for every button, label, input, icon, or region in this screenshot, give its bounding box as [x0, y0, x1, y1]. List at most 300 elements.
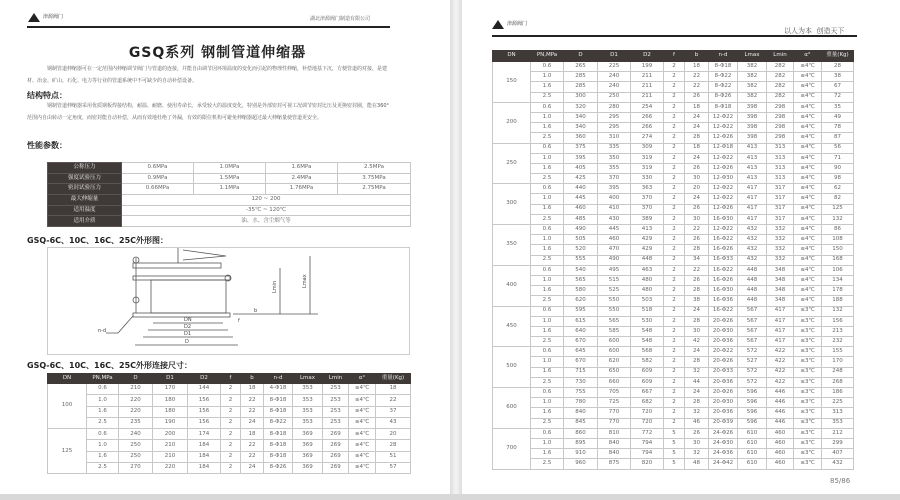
spec-label: 适用温度 [48, 205, 122, 216]
table-cell: 2 [664, 306, 685, 316]
table-cell: 2 [664, 388, 685, 398]
column-header: D [564, 51, 598, 62]
table-cell: 960 [564, 459, 598, 469]
table-cell: 67 [822, 82, 854, 92]
table-cell: 184 [188, 440, 221, 451]
column-header: PN,MPa [87, 374, 119, 384]
table-cell: 20-Φ26 [709, 357, 738, 367]
table-cell: 382 [738, 92, 767, 102]
table-cell: 460 [767, 459, 794, 469]
table-cell: 582 [631, 357, 664, 367]
table-cell: 225 [598, 62, 631, 72]
table-cell: 106 [822, 265, 854, 275]
table-row [493, 204, 854, 214]
table-cell: 369 [293, 451, 323, 462]
table-cell: 22 [685, 265, 709, 275]
table-cell: 250 [598, 92, 631, 102]
table-cell: 413 [631, 225, 664, 235]
spec-value: 120 ~ 200 [122, 195, 411, 206]
table-cell: 548 [631, 337, 664, 347]
table-cell: 2.5 [531, 418, 564, 428]
table-cell: 18 [685, 143, 709, 153]
table-cell: 2 [664, 62, 685, 72]
table-cell: 86 [822, 225, 854, 235]
table-cell: 285 [564, 82, 598, 92]
column-header: PN,MPa [531, 51, 564, 62]
table-cell: 22 [685, 225, 709, 235]
table-cell: 269 [323, 463, 349, 474]
table-cell: 840 [564, 408, 598, 418]
table-cell: 30 [685, 438, 709, 448]
table-cell: 2 [221, 395, 241, 406]
table-cell: 298 [767, 123, 794, 133]
table-row [48, 395, 411, 406]
table-cell: ≤4℃ [794, 163, 822, 173]
table-cell: 620 [598, 357, 631, 367]
table-cell: 24 [685, 112, 709, 122]
table-cell: 445 [598, 225, 631, 235]
table-cell: 445 [564, 194, 598, 204]
table-cell: 495 [598, 265, 631, 275]
table-cell: 2 [664, 214, 685, 224]
table-cell: 2 [664, 235, 685, 245]
table-cell: 382 [738, 72, 767, 82]
table-cell: 266 [631, 123, 664, 133]
table-cell: 22 [376, 395, 411, 406]
table-cell: 12-Φ22 [709, 123, 738, 133]
table-cell: ≤4℃ [349, 440, 376, 451]
left-page [0, 0, 450, 494]
table-cell: 432 [738, 245, 767, 255]
table-row [493, 306, 854, 316]
table-cell: ≤3℃ [794, 326, 822, 336]
table-cell: 448 [738, 275, 767, 285]
table-row [48, 440, 411, 451]
table-row [48, 429, 411, 440]
table-cell: 28 [685, 357, 709, 367]
table-cell: 274 [631, 133, 664, 143]
outline-drawing [47, 247, 410, 355]
table-cell: 2 [664, 408, 685, 418]
table-cell: ≤4℃ [349, 417, 376, 428]
table-cell: ≤4℃ [794, 123, 822, 133]
table-cell: 22 [241, 440, 264, 451]
table-cell: 178 [822, 286, 854, 296]
table-cell: 0.6 [87, 429, 119, 440]
table-cell: 32 [685, 367, 709, 377]
table-row [493, 316, 854, 326]
table-cell: 640 [564, 326, 598, 336]
table-cell: 125 [822, 204, 854, 214]
table-cell: ≤4℃ [794, 245, 822, 255]
table-cell: 398 [738, 112, 767, 122]
logo-text: 津源阀门 [507, 21, 528, 27]
table-cell: 46 [685, 418, 709, 428]
dims-heading: GSQ-6C、10C、16C、25C外形连接尺寸： [27, 361, 193, 370]
spec-value: -35℃ ~ 120℃ [122, 205, 411, 216]
table-cell: 8-Φ26 [264, 463, 293, 474]
page-title: GSQ系列 钢制管道伸缩器 [128, 45, 307, 61]
table-cell: 1.6 [531, 123, 564, 133]
table-cell: 220 [153, 463, 188, 474]
table-cell: 422 [767, 347, 794, 357]
table-cell: 610 [738, 438, 767, 448]
table-cell: 353 [293, 395, 323, 406]
table-cell: 150 [822, 245, 854, 255]
table-cell: 348 [767, 286, 794, 296]
table-cell: 1.6 [531, 408, 564, 418]
table-row [493, 438, 854, 448]
table-cell: 71 [822, 153, 854, 163]
table-cell: 417 [738, 194, 767, 204]
table-cell: 24 [685, 123, 709, 133]
table-row [493, 133, 854, 143]
table-cell: 20-Φ36 [709, 337, 738, 347]
table-cell: 300 [564, 92, 598, 102]
table-cell: 250 [119, 451, 153, 462]
table-cell: 211 [631, 92, 664, 102]
table-cell: 280 [598, 102, 631, 112]
table-cell: 16-Φ30 [709, 214, 738, 224]
table-cell: 26 [685, 235, 709, 245]
table-row [48, 451, 411, 462]
table-row [493, 184, 854, 194]
table-cell: 37 [376, 406, 411, 417]
table-cell: 170 [153, 384, 188, 395]
table-cell: 210 [153, 440, 188, 451]
table-cell: 430 [598, 214, 631, 224]
column-header: α° [349, 374, 376, 384]
table-cell: 2 [664, 123, 685, 133]
spec-row [48, 184, 411, 195]
table-cell: 0.6 [531, 428, 564, 438]
table-cell: 446 [767, 398, 794, 408]
table-cell: 26 [685, 92, 709, 102]
table-row [493, 123, 854, 133]
spec-value: 1.0MPa [194, 163, 266, 174]
table-cell: 860 [564, 428, 598, 438]
table-cell: 505 [564, 235, 598, 245]
intro-paragraph: 钢制管道伸缩器可在一定范围内伸缩调节阀门与管道的连接，并能自由调节因环境温度的变化而引起的物理性伸缩，补偿地基下沉，方便管道的对接，是建材、冶金、矿山、石化、电力等行业的管道系统中不可缺少的自动补偿设备。 [27, 66, 388, 84]
table-cell: 0.6 [87, 384, 119, 395]
table-row [493, 388, 854, 398]
table-row [493, 275, 854, 285]
table-cell: 253 [323, 406, 349, 417]
column-header: D [119, 374, 153, 384]
spec-row [48, 205, 411, 216]
table-cell: 16-Φ22 [709, 306, 738, 316]
table-cell: 432 [738, 225, 767, 235]
table-cell: 429 [631, 235, 664, 245]
table-cell: ≤4℃ [794, 235, 822, 245]
table-cell: 360 [564, 133, 598, 143]
table-cell: 600 [598, 337, 631, 347]
table-row [493, 112, 854, 122]
dn-cell: 150 [493, 62, 531, 103]
table-cell: 720 [631, 418, 664, 428]
table-row [48, 463, 411, 474]
spec-row [48, 216, 411, 227]
table-cell: 210 [153, 451, 188, 462]
table-cell: 16-Φ22 [709, 265, 738, 275]
table-cell: 370 [631, 194, 664, 204]
table-row [493, 153, 854, 163]
table-cell: 108 [822, 235, 854, 245]
table-row [493, 255, 854, 265]
table-cell: 353 [293, 384, 323, 395]
header-row [48, 374, 411, 384]
dn-cell: 300 [493, 184, 531, 225]
table-cell: 2 [664, 357, 685, 367]
table-cell: 1.6 [531, 326, 564, 336]
table-cell: 422 [767, 367, 794, 377]
spec-value: 3.75MPa [338, 173, 411, 184]
table-cell: 490 [598, 255, 631, 265]
table-cell: 610 [738, 459, 767, 469]
table-cell: 1.6 [531, 245, 564, 255]
table-cell: ≤4℃ [794, 133, 822, 143]
table-cell: 156 [188, 417, 221, 428]
table-cell: 515 [598, 275, 631, 285]
table-row [493, 428, 854, 438]
table-cell: 1.6 [531, 286, 564, 296]
table-cell: 600 [598, 347, 631, 357]
table-cell: 310 [598, 133, 631, 143]
table-cell: 132 [822, 214, 854, 224]
table-cell: 26 [685, 275, 709, 285]
table-cell: 2 [664, 316, 685, 326]
table-cell: 270 [119, 463, 153, 474]
table-cell: 910 [564, 449, 598, 459]
table-cell: 567 [738, 337, 767, 347]
table-cell: 28 [822, 62, 854, 72]
table-row [493, 214, 854, 224]
table-cell: 417 [738, 204, 767, 214]
page-number: 85/86 [830, 477, 851, 485]
spec-row [48, 195, 411, 206]
table-cell: 38 [685, 296, 709, 306]
table-cell: 407 [822, 449, 854, 459]
table-cell: 22 [241, 451, 264, 462]
dn-cell: 100 [48, 384, 87, 429]
table-cell: 213 [822, 326, 854, 336]
table-cell: 382 [738, 62, 767, 72]
dn-cell: 250 [493, 143, 531, 184]
table-cell: 332 [767, 235, 794, 245]
table-row [493, 367, 854, 377]
table-cell: 269 [323, 440, 349, 451]
table-cell: 16-Φ36 [709, 296, 738, 306]
column-header: D1 [153, 374, 188, 384]
table-cell: 755 [564, 388, 598, 398]
table-cell: 16-Φ33 [709, 255, 738, 265]
table-cell: 0.6 [531, 225, 564, 235]
table-cell: 353 [822, 418, 854, 428]
table-cell: 8-Φ18 [264, 451, 293, 462]
spec-value: 1.6MPa [266, 163, 338, 174]
table-cell: ≤3℃ [794, 357, 822, 367]
table-cell: 448 [738, 286, 767, 296]
table-cell: 580 [564, 286, 598, 296]
table-cell: 30 [685, 326, 709, 336]
table-cell: 170 [822, 357, 854, 367]
table-cell: 0.6 [531, 143, 564, 153]
table-cell: 2 [664, 296, 685, 306]
table-cell: 210 [119, 384, 153, 395]
table-cell: 253 [323, 395, 349, 406]
column-header: 重量(Kg) [822, 51, 854, 62]
table-cell: 18 [241, 384, 264, 395]
table-cell: ≤4℃ [794, 82, 822, 92]
table-cell: 156 [822, 316, 854, 326]
table-cell: 460 [564, 204, 598, 214]
table-cell: 12-Φ26 [709, 163, 738, 173]
table-cell: 2.5 [531, 459, 564, 469]
table-cell: 417 [738, 214, 767, 224]
table-cell: 265 [564, 62, 598, 72]
table-cell: 518 [631, 306, 664, 316]
table-cell: 398 [738, 123, 767, 133]
table-cell: ≤3℃ [794, 377, 822, 387]
table-cell: 2.5 [531, 377, 564, 387]
table-cell: 530 [631, 316, 664, 326]
table-cell: 5 [664, 438, 685, 448]
table-cell: 144 [188, 384, 221, 395]
table-cell: 2.5 [531, 296, 564, 306]
table-cell: 432 [738, 255, 767, 265]
table-cell: 12-Φ30 [709, 174, 738, 184]
table-cell: 446 [767, 388, 794, 398]
column-header: Lmin [323, 374, 349, 384]
dn-cell: 500 [493, 347, 531, 388]
table-cell: 266 [631, 112, 664, 122]
column-header: Lmin [767, 51, 794, 62]
table-cell: 480 [631, 286, 664, 296]
table-cell: 24 [685, 347, 709, 357]
label-lmax: Lmax [302, 274, 308, 288]
table-row [493, 102, 854, 112]
table-row [493, 82, 854, 92]
table-cell: 2 [664, 377, 685, 387]
table-cell: ≤4℃ [794, 214, 822, 224]
table-cell: 448 [738, 296, 767, 306]
table-cell: 1.0 [531, 112, 564, 122]
table-cell: 22 [241, 395, 264, 406]
table-cell: 20-Φ22 [709, 347, 738, 357]
right-page [462, 0, 900, 494]
spec-label: 密封试验压力 [48, 184, 122, 195]
table-cell: ≤4℃ [349, 429, 376, 440]
table-cell: 2 [664, 92, 685, 102]
table-cell: 555 [564, 255, 598, 265]
table-cell: 320 [564, 102, 598, 112]
table-row [48, 406, 411, 417]
table-cell: 1.0 [531, 72, 564, 82]
table-cell: 32 [685, 449, 709, 459]
table-cell: 1.0 [531, 398, 564, 408]
table-row [493, 326, 854, 336]
table-cell: 48 [685, 459, 709, 469]
table-cell: 565 [598, 316, 631, 326]
table-cell: ≤3℃ [794, 388, 822, 398]
table-cell: 565 [564, 275, 598, 285]
table-cell: 417 [767, 326, 794, 336]
table-cell: 18 [685, 62, 709, 72]
dn-cell: 450 [493, 306, 531, 347]
table-cell: 715 [564, 367, 598, 377]
table-cell: 24 [685, 306, 709, 316]
table-cell: 446 [767, 418, 794, 428]
table-cell: 550 [598, 306, 631, 316]
table-cell: 156 [188, 395, 221, 406]
table-cell: 725 [598, 398, 631, 408]
column-header: n-d [709, 51, 738, 62]
table-cell: 24 [241, 463, 264, 474]
table-cell: 348 [767, 265, 794, 275]
column-header: 重量(Kg) [376, 374, 411, 384]
table-cell: 660 [598, 377, 631, 387]
diagram-heading: GSQ-6C、10C、16C、25C外形图： [27, 236, 169, 245]
table-cell: 0.6 [531, 306, 564, 316]
spec-label: 适用介质 [48, 216, 122, 227]
table-cell: ≤3℃ [794, 316, 822, 326]
table-cell: 87 [822, 133, 854, 143]
table-cell: 199 [631, 62, 664, 72]
table-cell: 20-Φ26 [709, 388, 738, 398]
table-cell: 20-Φ30 [709, 326, 738, 336]
table-cell: ≤4℃ [794, 62, 822, 72]
table-row [493, 377, 854, 387]
table-cell: 200 [153, 429, 188, 440]
table-cell: 417 [767, 306, 794, 316]
table-cell: 313 [767, 153, 794, 163]
table-cell: 269 [323, 451, 349, 462]
table-cell: 895 [564, 438, 598, 448]
table-cell: 18 [376, 384, 411, 395]
table-cell: 540 [564, 265, 598, 275]
table-cell: 2 [664, 102, 685, 112]
table-cell: 470 [598, 245, 631, 255]
table-cell: 1.6 [531, 82, 564, 92]
table-cell: ≤3℃ [794, 418, 822, 428]
table-cell: 413 [738, 153, 767, 163]
table-row [493, 163, 854, 173]
table-row [493, 296, 854, 306]
column-header: α° [794, 51, 822, 62]
table-cell: 448 [738, 265, 767, 275]
table-cell: 405 [564, 163, 598, 173]
table-cell: 8-Φ18 [264, 395, 293, 406]
table-cell: 30 [685, 174, 709, 184]
table-cell: 248 [822, 367, 854, 377]
table-cell: 12-Φ22 [709, 225, 738, 235]
table-cell: 353 [293, 406, 323, 417]
table-cell: 8-Φ22 [709, 72, 738, 82]
table-cell: 132 [822, 306, 854, 316]
table-cell: 57 [376, 463, 411, 474]
table-cell: 38 [822, 72, 854, 82]
table-cell: 2.5 [531, 337, 564, 347]
table-cell: 295 [598, 112, 631, 122]
table-cell: 184 [188, 463, 221, 474]
table-cell: 1.6 [87, 451, 119, 462]
table-cell: 460 [767, 438, 794, 448]
table-cell: 567 [738, 316, 767, 326]
spec-value: 2.4MPa [266, 173, 338, 184]
table-cell: 49 [822, 112, 854, 122]
table-cell: 398 [738, 102, 767, 112]
table-cell: 24 [685, 194, 709, 204]
